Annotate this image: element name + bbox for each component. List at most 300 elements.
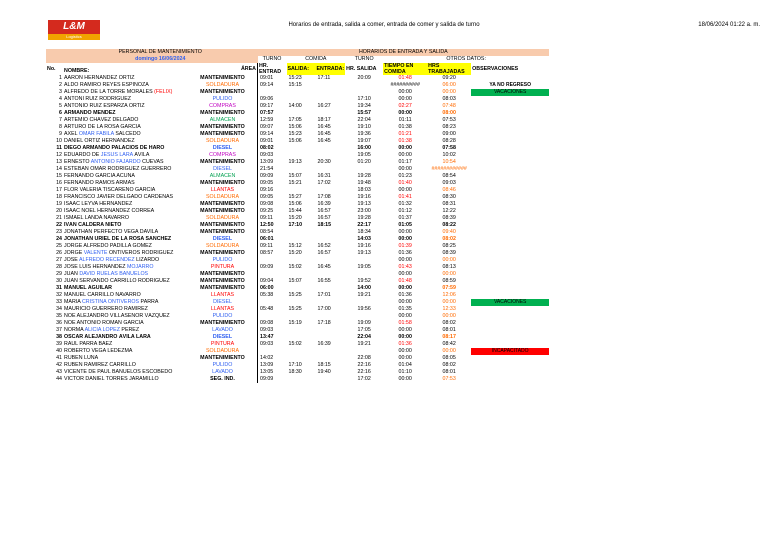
meal-in-time xyxy=(316,313,346,320)
employee-name: ALDO RAMIRO REYES ESPINOZA xyxy=(64,82,149,88)
table-row xyxy=(46,180,549,187)
employee-name: DIEGO ARMANDO PALACIOS DE HARO xyxy=(64,145,165,151)
entry-time: 13:09 xyxy=(258,362,287,369)
logo-subtext: Logistics xyxy=(48,34,100,40)
meal-duration: 00:00 xyxy=(398,187,412,193)
employee-area: MANTENIMIENTO xyxy=(200,222,245,228)
meal-duration: 00:00 xyxy=(398,229,412,235)
meal-in-time: 16:52 xyxy=(317,243,331,249)
table-row xyxy=(46,96,549,103)
hours-worked: 10:02 xyxy=(442,152,456,158)
hours-worked: 00:00 xyxy=(442,299,456,305)
hours-worked: 10:54 xyxy=(442,159,456,165)
observation xyxy=(471,355,549,362)
meal-duration: 00:00 xyxy=(398,152,412,158)
employee-name: ISAAC NOEL HERNÁNDEZ CORREA xyxy=(64,208,155,214)
row-number: 35 xyxy=(56,313,62,319)
exit-time: 19:16 xyxy=(357,243,371,249)
observation xyxy=(471,285,549,292)
table-row xyxy=(46,103,549,110)
employee-area: PULIDO xyxy=(212,313,233,319)
row-number: 22 xyxy=(56,222,62,228)
employee-name: NORMA ALICIA LÓPEZ PÉREZ xyxy=(64,327,140,333)
table-row xyxy=(46,159,549,166)
row-number: 42 xyxy=(56,362,62,368)
meal-out-time: 15:23 xyxy=(288,75,302,81)
entry-time: 09:01 xyxy=(258,75,287,82)
entry-time: 09:09 xyxy=(258,173,287,180)
meal-duration: 00:00 xyxy=(398,285,412,291)
header-row-3 xyxy=(46,63,549,75)
header-row-1 xyxy=(46,49,549,56)
entry-time: 09:03 xyxy=(258,152,287,159)
table-row xyxy=(46,187,549,194)
table-row xyxy=(46,285,549,292)
observation xyxy=(471,264,549,271)
entry-time xyxy=(258,299,287,306)
table-row xyxy=(46,145,549,152)
meal-in-time: 16:45 xyxy=(317,264,331,270)
observation xyxy=(471,138,549,145)
meal-duration: 01:43 xyxy=(398,264,412,270)
entry-time xyxy=(258,89,287,96)
meal-duration: 01:12 xyxy=(398,208,412,214)
meal-out-time xyxy=(287,376,316,383)
meal-in-time xyxy=(316,271,346,278)
meal-out-time: 15:07 xyxy=(288,173,302,179)
employee-area: MANTENIMIENTO xyxy=(200,131,245,137)
meal-in-time: 18:15 xyxy=(317,222,332,228)
row-number: 37 xyxy=(56,327,62,333)
row-number: 3 xyxy=(59,89,62,95)
meal-duration: 00:00 xyxy=(398,313,412,319)
entry-time: 09:06 xyxy=(258,96,287,103)
hours-worked: 08:59 xyxy=(442,278,456,284)
employee-name: RAÚL PARRA BÁEZ xyxy=(64,341,113,347)
entry-time: 09:14 xyxy=(258,82,287,89)
exit-time: 22:08 xyxy=(357,355,371,361)
employee-area: MANTENIMIENTO xyxy=(200,355,245,361)
meal-out-time xyxy=(287,236,316,243)
employee-name: JONATHAN PERFECTO VEGA DAVILA xyxy=(64,229,159,235)
entry-time: 09:07 xyxy=(258,124,287,131)
meal-duration: 01:39 xyxy=(398,243,412,249)
meal-out-time xyxy=(287,313,316,320)
meal-in-time xyxy=(316,376,346,383)
table-row xyxy=(46,313,549,320)
employee-area: LLANTAS xyxy=(210,292,235,298)
exit-time: 19:28 xyxy=(357,173,371,179)
employee-name: NOÉ ALEJANDRO VILLASEÑOR VÁZQUEZ xyxy=(64,313,170,319)
meal-out-time: 15:23 xyxy=(288,131,302,137)
exit-time: 22:16 xyxy=(357,362,371,368)
observation xyxy=(471,145,549,152)
employee-area: SOLDADURA xyxy=(206,194,239,200)
observation xyxy=(471,362,549,369)
entry-time: 13:09 xyxy=(258,159,287,166)
table-row xyxy=(46,341,549,348)
meal-out-time xyxy=(287,355,316,362)
meal-in-time: 16:45 xyxy=(317,131,331,137)
meal-out-time: 17:10 xyxy=(288,222,303,228)
table-row xyxy=(46,208,549,215)
meal-in-time xyxy=(316,187,346,194)
meal-duration: 00:00 xyxy=(398,166,412,172)
employee-area: PULIDO xyxy=(212,362,233,368)
row-number: 43 xyxy=(56,369,62,375)
meal-duration: 00:00 xyxy=(398,348,412,354)
employee-name: ÓSCAR ALEJANDRO ÁVILA LARA xyxy=(64,334,151,340)
table-row xyxy=(46,173,549,180)
col-no: No. xyxy=(47,65,56,72)
meal-out-time xyxy=(287,229,316,236)
meal-duration: 01:48 xyxy=(398,278,412,284)
row-number: 39 xyxy=(56,341,62,347)
employee-area: DIESEL xyxy=(213,166,232,172)
employee-area: PINTURA xyxy=(210,341,235,347)
employee-area: PULIDO xyxy=(212,257,233,263)
meal-duration: 00:00 xyxy=(398,327,412,333)
meal-in-time xyxy=(316,145,346,152)
table-row xyxy=(46,82,549,89)
exit-time: 01:20 xyxy=(357,159,371,165)
col-salida: SALIDA: xyxy=(287,63,316,75)
observation xyxy=(471,271,549,278)
meal-out-time: 15:27 xyxy=(288,194,302,200)
left-title: PERSONAL DE MANTENIMIENTO xyxy=(63,49,258,56)
meal-in-time xyxy=(316,348,346,355)
meal-duration: 02:27 xyxy=(398,103,412,109)
entry-time: 09:08 xyxy=(258,320,287,327)
meal-out-time: 15:25 xyxy=(288,292,302,298)
table-row xyxy=(46,215,549,222)
exit-time: 22:04 xyxy=(357,334,371,340)
employee-name: FERNANDO RAMOS ARMAS xyxy=(64,180,135,186)
meal-duration: 00:00 xyxy=(398,236,412,242)
employee-name: JUAN SERVANDO CARRILLO RODRÍGUEZ xyxy=(64,278,170,284)
hours-worked: 08:31 xyxy=(442,201,456,207)
table-row xyxy=(46,201,549,208)
exit-time: 19:52 xyxy=(357,278,371,284)
observation xyxy=(471,117,549,124)
row-number: 32 xyxy=(56,292,62,298)
table-row xyxy=(46,292,549,299)
entry-time: 09:03 xyxy=(258,341,287,348)
entry-time: 09:05 xyxy=(258,180,287,187)
meal-in-time xyxy=(316,334,346,341)
exit-time xyxy=(345,348,383,355)
entry-time xyxy=(258,257,287,264)
employee-area: SOLDADURA xyxy=(206,82,239,88)
employee-area: DIESEL xyxy=(212,236,233,242)
employee-area: MANTENIMIENTO xyxy=(200,124,245,130)
employee-name: ANTONI RUÍZ RODRÍGUEZ xyxy=(64,96,131,102)
observation xyxy=(471,152,549,159)
employee-area: DIESEL xyxy=(212,334,233,340)
hours-worked: 08:39 xyxy=(442,250,456,256)
meal-in-time: 18:17 xyxy=(317,117,331,123)
meal-duration: 01:32 xyxy=(398,201,412,207)
hours-worked: 08:39 xyxy=(442,215,456,221)
employee-name: VICENTE DE PAÚL BAÑUELOS ESCOBEDO xyxy=(64,369,173,375)
hours-worked: 08:22 xyxy=(442,222,456,228)
employee-name: ESTEBAN OMAR RODRÍGUEZ GUERRERO xyxy=(64,166,172,172)
meal-duration: 00:00 xyxy=(398,96,412,102)
table-row xyxy=(46,271,549,278)
employee-name: MANUEL AGUILAR xyxy=(64,285,112,291)
table-row xyxy=(46,369,549,376)
employee-name: JOSÉ LUIS HERNÁNDEZ MOJARRO xyxy=(64,264,154,270)
employee-name: MANUEL CARRILLO NAVARRO xyxy=(64,292,141,298)
table-row xyxy=(46,131,549,138)
meal-out-time xyxy=(287,110,316,117)
hours-worked: 08:25 xyxy=(442,243,456,249)
employee-area: COMPRAS xyxy=(209,103,236,109)
exit-time xyxy=(345,89,383,96)
col-hr-entrada: HR. ENTRAD xyxy=(258,63,287,75)
meal-in-time: 17:00 xyxy=(317,306,331,312)
table-row xyxy=(46,299,549,306)
table-row xyxy=(46,152,549,159)
row-number: 6 xyxy=(59,110,62,116)
meal-duration: 01:35 xyxy=(398,306,412,312)
hours-worked: 08:28 xyxy=(442,138,456,144)
hours-worked: 00:00 xyxy=(442,271,456,277)
row-number: 17 xyxy=(56,187,62,193)
observation xyxy=(471,243,549,250)
meal-duration: 01:23 xyxy=(398,173,412,179)
table-row xyxy=(46,222,549,229)
entry-time: 09:08 xyxy=(258,201,287,208)
observation xyxy=(471,313,549,320)
exit-time: 19:21 xyxy=(357,292,371,298)
meal-in-time xyxy=(316,299,346,306)
hours-worked: 07:53 xyxy=(442,376,456,382)
col-observaciones: OBSERVACIONES xyxy=(472,65,519,72)
meal-in-time: 16:39 xyxy=(317,341,331,347)
employee-name: ISAAC LEYVA HERNÁNDEZ xyxy=(64,201,133,207)
table-row xyxy=(46,334,549,341)
employee-name: ISMAEL LANDA NAVARRO xyxy=(64,215,129,221)
meal-in-time: 20:30 xyxy=(317,159,331,165)
observation xyxy=(471,194,549,201)
exit-time: 18:34 xyxy=(357,229,371,235)
observation xyxy=(471,159,549,166)
exit-time: 22:17 xyxy=(357,222,371,228)
hours-worked: 12:33 xyxy=(442,306,456,312)
col-tiempo-comida: TIEMPO EN COMIDA xyxy=(383,63,427,75)
hours-worked: ############ xyxy=(431,166,467,172)
meal-out-time xyxy=(287,299,316,306)
meal-out-time: 15:06 xyxy=(288,124,302,130)
meal-duration: 01:48 xyxy=(398,75,412,81)
meal-out-time: 15:15 xyxy=(288,82,302,88)
row-number: 19 xyxy=(56,201,62,207)
row-number: 4 xyxy=(59,96,62,102)
exit-time xyxy=(345,166,383,173)
meal-out-time xyxy=(287,348,316,355)
hours-worked: 00:00 xyxy=(442,89,456,95)
employee-name: NOÉ ANTONIO ROMÁN GARCÍA xyxy=(64,320,144,326)
observation: YA NO REGRESO xyxy=(489,82,531,88)
employee-name: ANTONIO RUÍZ ESPARZA ORTÍZ xyxy=(64,103,145,109)
entry-time: 09:09 xyxy=(258,376,287,383)
employee-area: MANTENIMIENTO xyxy=(200,278,245,284)
meal-in-time: 17:08 xyxy=(317,194,331,200)
meal-out-time: 15:07 xyxy=(288,278,302,284)
meal-duration: 00:00 xyxy=(398,299,412,305)
meal-out-time xyxy=(287,257,316,264)
meal-in-time: 17:01 xyxy=(317,292,331,298)
employee-name: AXEL OMAR FABILA SALCEDO xyxy=(64,131,141,137)
row-number: 44 xyxy=(56,376,62,382)
table-row xyxy=(46,138,549,145)
table-row xyxy=(46,236,549,243)
meal-duration: 01:17 xyxy=(398,159,412,165)
hours-worked: 08:54 xyxy=(442,173,456,179)
meal-in-time xyxy=(316,82,346,89)
exit-time: 14:00 xyxy=(357,285,371,291)
row-number: 1 xyxy=(59,75,62,81)
observation xyxy=(471,180,549,187)
employee-name: JOSÉ ALFREDO RECENDEZ LIZARDO xyxy=(64,257,160,263)
row-number: 40 xyxy=(56,348,62,354)
meal-out-time: 14:00 xyxy=(288,103,302,109)
row-number: 27 xyxy=(56,257,62,263)
exit-time: 19:34 xyxy=(357,103,371,109)
exit-time: 19:36 xyxy=(357,131,371,137)
exit-time xyxy=(345,271,383,278)
observation xyxy=(471,341,549,348)
meal-in-time: 16:45 xyxy=(317,124,331,130)
hours-worked: 00:00 xyxy=(442,313,456,319)
employee-name: FERNANDO GARCÍA ACUÑA xyxy=(64,173,135,179)
table-row xyxy=(46,194,549,201)
meal-in-time: 16:45 xyxy=(317,138,331,144)
observation xyxy=(471,96,549,103)
meal-in-time xyxy=(316,96,346,103)
meal-duration: 00:00 xyxy=(398,376,412,382)
table-row xyxy=(46,348,549,355)
hours-worked: 08:13 xyxy=(442,264,456,270)
schedule-table xyxy=(46,49,549,383)
exit-time: 17:02 xyxy=(357,376,371,382)
hours-worked: 09:20 xyxy=(442,75,456,81)
header-row-2 xyxy=(46,56,549,63)
employee-name: ARTEMIO CHÁVEZ DELGADO xyxy=(64,117,139,123)
meal-out-time xyxy=(287,285,316,292)
hours-worked: 08:02 xyxy=(442,362,456,368)
exit-time: 14:03 xyxy=(357,236,371,242)
hours-worked: 08:17 xyxy=(442,334,456,340)
row-number: 36 xyxy=(56,320,62,326)
exit-time xyxy=(345,82,383,89)
entry-time: 09:05 xyxy=(258,194,287,201)
table-row xyxy=(46,264,549,271)
meal-in-time: 19:40 xyxy=(317,369,331,375)
employee-area: SOLDADURA xyxy=(206,215,239,221)
row-number: 14 xyxy=(56,166,62,172)
meal-out-time xyxy=(287,145,316,152)
row-number: 13 xyxy=(56,159,62,165)
exit-time: 19:13 xyxy=(357,250,371,256)
entry-time: 12:59 xyxy=(258,117,287,124)
employee-name: RUBÉN RAMÍREZ CARRILLO xyxy=(64,362,136,368)
entry-time: 14:02 xyxy=(258,355,287,362)
row-number: 21 xyxy=(56,215,62,221)
employee-area: SOLDADURA xyxy=(206,348,239,354)
employee-area: SEG. IND. xyxy=(210,376,235,382)
observation xyxy=(471,173,549,180)
employee-area: MANTENIMIENTO xyxy=(200,89,245,95)
observation xyxy=(471,110,549,117)
meal-out-time xyxy=(287,96,316,103)
observation: VACACIONES xyxy=(471,89,549,96)
exit-time: 19:56 xyxy=(357,306,371,312)
meal-in-time: 18:15 xyxy=(317,362,331,368)
meal-out-time: 15:20 xyxy=(288,215,302,221)
table-row xyxy=(46,257,549,264)
meal-in-time: 17:11 xyxy=(317,75,331,81)
table-row xyxy=(46,355,549,362)
meal-out-time: 15:44 xyxy=(288,208,302,214)
entry-time: 08:57 xyxy=(258,250,287,257)
table-row xyxy=(46,166,549,173)
meal-duration: 01:37 xyxy=(398,215,412,221)
meal-in-time xyxy=(316,236,346,243)
col-area: ÁREA xyxy=(240,65,256,72)
meal-in-time: 17:18 xyxy=(317,320,331,326)
table-row xyxy=(46,320,549,327)
employee-area: ALMACÉN xyxy=(209,117,236,123)
exit-time xyxy=(345,257,383,264)
meal-duration: 01:38 xyxy=(398,138,412,144)
row-number: 38 xyxy=(56,334,62,340)
meal-duration: 00:00 xyxy=(398,355,412,361)
observation xyxy=(471,222,549,229)
exit-time xyxy=(345,313,383,320)
row-number: 30 xyxy=(56,278,62,284)
employee-name: JONATHAN URIEL DE LA ROSA SÁNCHEZ xyxy=(64,236,172,242)
entry-time: 09:01 xyxy=(258,138,287,145)
hours-worked: 08:23 xyxy=(442,124,456,130)
employee-area: ALMACÉN xyxy=(209,173,236,179)
entry-time xyxy=(258,313,287,320)
exit-time xyxy=(345,299,383,306)
hours-worked: 07:58 xyxy=(442,145,456,151)
row-number: 5 xyxy=(59,103,62,109)
meal-out-time: 15:02 xyxy=(288,264,302,270)
meal-in-time: 16:31 xyxy=(317,173,331,179)
logo-text: L&M xyxy=(48,20,100,34)
meal-out-time: 15:20 xyxy=(288,250,302,256)
turno-group-label: TURNO xyxy=(262,56,282,62)
table-row xyxy=(46,124,549,131)
hours-worked: 08:05 xyxy=(442,355,456,361)
col-nombre: NOMBRE: xyxy=(64,68,90,74)
entry-time: 09:04 xyxy=(258,278,287,285)
row-number: 25 xyxy=(56,243,62,249)
meal-duration: 01:11 xyxy=(398,117,412,123)
table-row xyxy=(46,362,549,369)
meal-out-time xyxy=(287,152,316,159)
row-number: 16 xyxy=(56,180,62,186)
employee-area: MANTENIMIENTO xyxy=(200,285,245,291)
observation: INCAPACITADO xyxy=(471,348,549,355)
meal-in-time: 17:02 xyxy=(317,180,331,186)
entry-time: 13:47 xyxy=(258,334,287,341)
meal-out-time: 19:13 xyxy=(288,159,302,165)
